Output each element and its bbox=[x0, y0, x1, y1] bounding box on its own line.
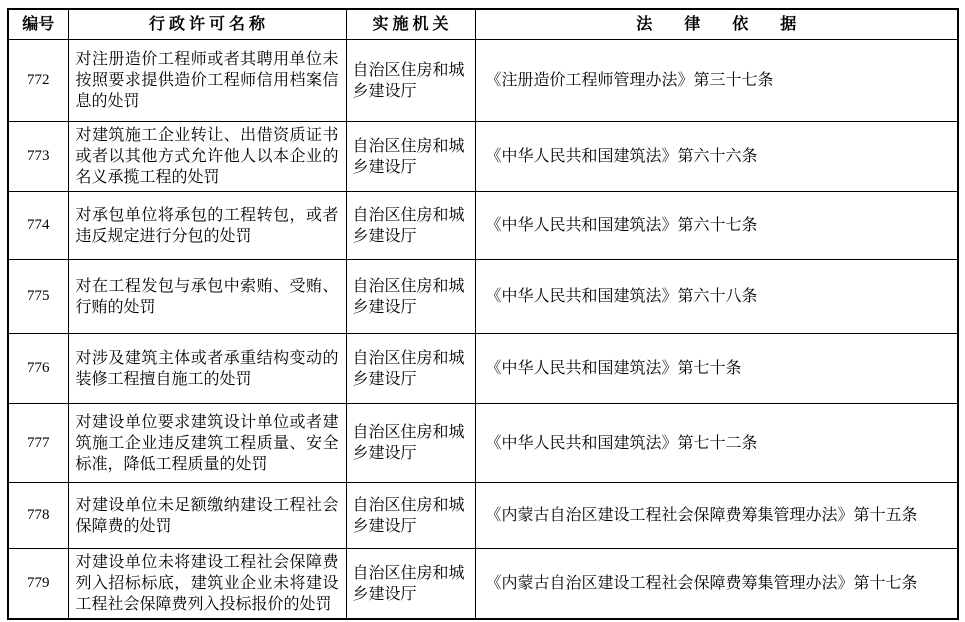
table-row bbox=[8, 40, 958, 122]
agency-cell: 自治区住房和城乡建设厅 bbox=[346, 483, 475, 549]
license-name-cell: 对注册造价工程师或者其聘用单位未按照要求提供造价工程师信用档案信息的处罚 bbox=[68, 40, 346, 122]
agency-cell: 自治区住房和城乡建设厅 bbox=[346, 334, 475, 404]
table-header-row bbox=[8, 9, 958, 40]
table-row bbox=[8, 192, 958, 260]
legal-basis-cell: 《中华人民共和国建筑法》第六十六条 bbox=[475, 122, 958, 192]
legal-basis-cell: 《内蒙古自治区建设工程社会保障费筹集管理办法》第十七条 bbox=[475, 549, 958, 620]
table-row bbox=[8, 404, 958, 483]
legal-basis-cell: 《内蒙古自治区建设工程社会保障费筹集管理办法》第十五条 bbox=[475, 483, 958, 549]
administrative-permit-table bbox=[7, 8, 959, 620]
agency-cell: 自治区住房和城乡建设厅 bbox=[346, 192, 475, 260]
row-number-cell: 778 bbox=[8, 483, 68, 549]
agency-cell: 自治区住房和城乡建设厅 bbox=[346, 549, 475, 620]
row-number-cell: 773 bbox=[8, 122, 68, 192]
license-name-cell: 对建筑施工企业转让、出借资质证书或者以其他方式允许他人以本企业的名义承揽工程的处罚 bbox=[68, 122, 346, 192]
agency-cell: 自治区住房和城乡建设厅 bbox=[346, 40, 475, 122]
license-name-cell: 对承包单位将承包的工程转包，或者违反规定进行分包的处罚 bbox=[68, 192, 346, 260]
row-number-cell: 772 bbox=[8, 40, 68, 122]
row-number-cell: 777 bbox=[8, 404, 68, 483]
table-row bbox=[8, 122, 958, 192]
table-row bbox=[8, 334, 958, 404]
legal-basis-cell: 《注册造价工程师管理办法》第三十七条 bbox=[475, 40, 958, 122]
row-number-cell: 775 bbox=[8, 260, 68, 334]
column-header-license-name: 行 政 许 可 名 称 bbox=[68, 9, 346, 40]
column-header-legal-basis: 法 律 依 据 bbox=[475, 9, 958, 40]
column-header-agency: 实 施 机 关 bbox=[346, 9, 475, 40]
legal-basis-cell: 《中华人民共和国建筑法》第七十二条 bbox=[475, 404, 958, 483]
agency-cell: 自治区住房和城乡建设厅 bbox=[346, 260, 475, 334]
license-name-cell: 对涉及建筑主体或者承重结构变动的装修工程擅自施工的处罚 bbox=[68, 334, 346, 404]
table-row bbox=[8, 260, 958, 334]
agency-cell: 自治区住房和城乡建设厅 bbox=[346, 122, 475, 192]
table-row bbox=[8, 483, 958, 549]
row-number-cell: 776 bbox=[8, 334, 68, 404]
legal-basis-cell: 《中华人民共和国建筑法》第六十七条 bbox=[475, 192, 958, 260]
row-number-cell: 774 bbox=[8, 192, 68, 260]
legal-basis-cell: 《中华人民共和国建筑法》第六十八条 bbox=[475, 260, 958, 334]
agency-cell: 自治区住房和城乡建设厅 bbox=[346, 404, 475, 483]
license-name-cell: 对建设单位未将建设工程社会保障费列入招标标底，建筑业企业未将建设工程社会保障费列入投标报价的处罚 bbox=[68, 549, 346, 620]
license-name-cell: 对在工程发包与承包中索贿、受贿、行贿的处罚 bbox=[68, 260, 346, 334]
column-header-number: 编号 bbox=[8, 9, 68, 40]
license-name-cell: 对建设单位未足额缴纳建设工程社会保障费的处罚 bbox=[68, 483, 346, 549]
legal-basis-cell: 《中华人民共和国建筑法》第七十条 bbox=[475, 334, 958, 404]
license-name-cell: 对建设单位要求建筑设计单位或者建筑施工企业违反建筑工程质量、安全标准，降低工程质量的处罚 bbox=[68, 404, 346, 483]
row-number-cell: 779 bbox=[8, 549, 68, 620]
table-row bbox=[8, 549, 958, 620]
